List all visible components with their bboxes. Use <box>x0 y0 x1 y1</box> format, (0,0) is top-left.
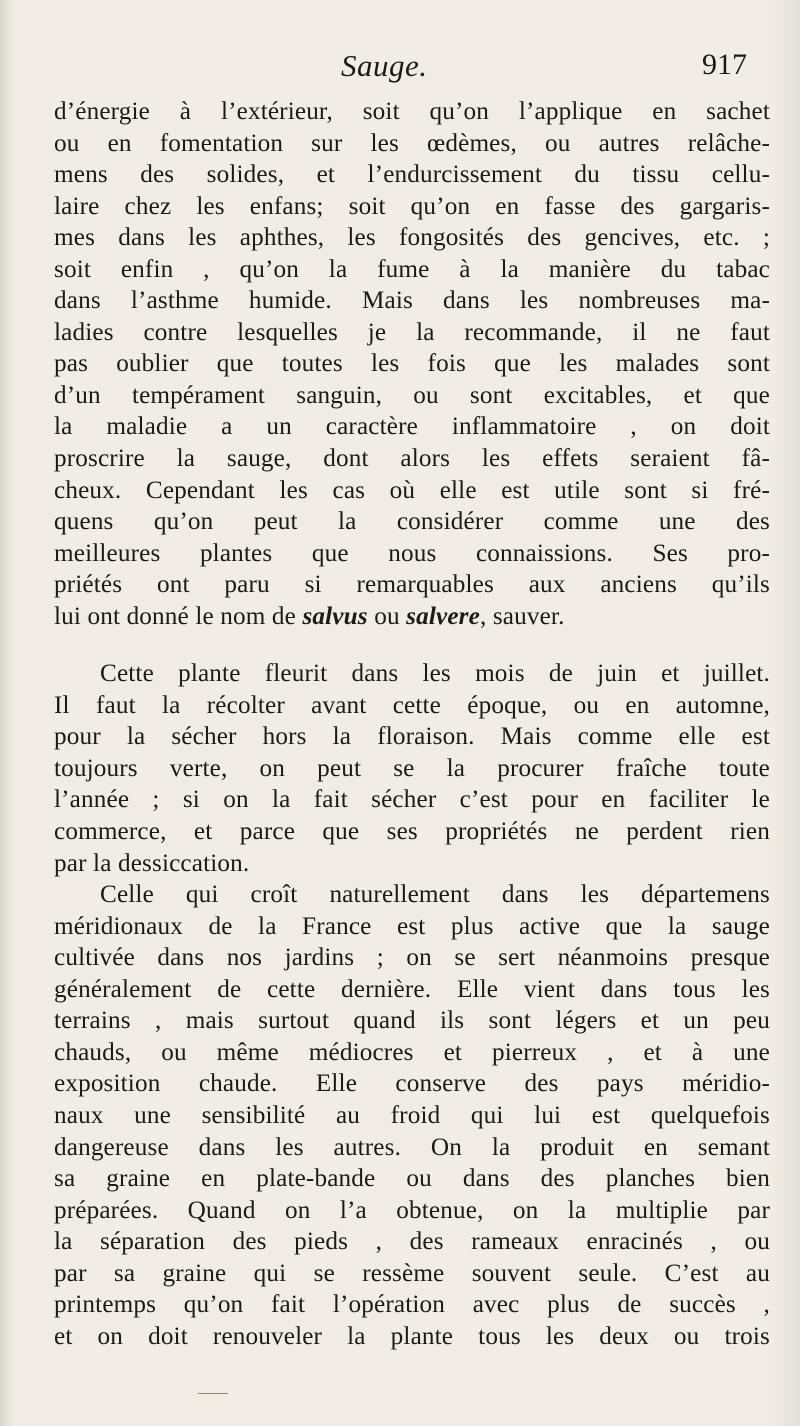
text-line: priétés ont paru si remarquables aux anciens qu’ils <box>54 571 770 599</box>
text-line: généralement de cette dernière. Elle vient dans tous les <box>54 975 770 1003</box>
text-line: dans l’asthme humide. Mais dans les nombreuses ma- <box>54 287 770 315</box>
page-header <box>0 48 800 88</box>
text-line: d’un tempérament sanguin, ou sont excitables, et que <box>54 381 770 409</box>
text-line: commerce, et parce que ses propriétés ne perdent rien <box>54 818 770 846</box>
latin-term: salvere <box>406 602 480 630</box>
text-line: cheux. Cependant les cas où elle est utile sont si fré- <box>54 476 770 504</box>
text-span: lui ont donné le nom de <box>54 602 303 630</box>
body-text <box>54 96 770 1352</box>
text-line: terrains , mais surtout quand ils sont légers et un peu <box>54 1007 770 1035</box>
text-line: méridionaux de la France est plus active que la sauge <box>54 912 770 940</box>
text-line: naux une sensibilité au froid qui lui est quelquefois <box>54 1101 770 1129</box>
text-line: la maladie a un caractère inflammatoire , on doit <box>54 413 770 441</box>
text-line: soit enfin , qu’on la fume à la manière du tabac <box>54 255 770 283</box>
text-line: la séparation des pieds , des rameaux enracinés , ou <box>54 1228 770 1256</box>
text-line: l’année ; si on la fait sécher c’est pour en faciliter le <box>54 786 770 814</box>
text-span: ou <box>367 602 407 630</box>
latin-term: salvus <box>302 602 368 630</box>
text-line: sa graine en plate-bande ou dans des planches bien <box>54 1165 770 1193</box>
text-line: printemps qu’on fait l’opération avec plus de succès , <box>54 1291 770 1319</box>
text-line: exposition chaude. Elle conserve des pays méridio- <box>54 1070 770 1098</box>
paragraph-2 <box>54 658 770 879</box>
text-line: proscrire la sauge, dont alors les effets seraient fâ- <box>54 445 770 473</box>
text-line: cultivée dans nos jardins ; on se sert néanmoins presque <box>54 944 770 972</box>
text-line: mes dans les aphthes, les fongosités des gencives, etc. ; <box>54 224 770 252</box>
text-line: ladies contre lesquelles je la recommande, il ne faut <box>54 318 770 346</box>
text-line: dangereuse dans les autres. On la produit en semant <box>54 1133 770 1161</box>
text-line: par sa graine qui se ressème souvent seule. C’est au <box>54 1259 770 1287</box>
paragraph-1 <box>54 96 770 632</box>
text-line: Il faut la récolter avant cette époque, ou en automne, <box>54 691 770 719</box>
text-line: toujours verte, on peut se la procurer fraîche toute <box>54 754 770 782</box>
paragraph-3 <box>54 879 770 1352</box>
text-line: d’énergie à l’extérieur, soit qu’on l’applique en sachet <box>54 98 770 125</box>
text-span: , sauver. <box>479 602 565 630</box>
footer-rule <box>198 1393 228 1394</box>
text-line: pour la sécher hors la floraison. Mais comme elle est <box>54 723 770 751</box>
text-line: Cette plante fleurit dans les mois de juin et juillet. <box>100 660 770 688</box>
text-line: par la dessiccation. <box>54 849 250 877</box>
text-line: laire chez les enfans; soit qu’on en fasse des gargaris- <box>54 192 770 220</box>
page-number: 917 <box>702 48 747 81</box>
running-title: Sauge. <box>341 48 428 83</box>
text-line: mens des solides, et l’endurcissement du tissu cellu- <box>54 161 770 189</box>
text-line: préparées. Quand on l’a obtenue, on la multiplie par <box>54 1196 770 1224</box>
text-line <box>54 601 770 633</box>
text-line: quens qu’on peut la considérer comme une des <box>54 508 770 536</box>
text-line: ou en fomentation sur les œdèmes, ou autres relâche- <box>54 129 770 157</box>
text-line: chauds, ou même médiocres et pierreux , et à une <box>54 1038 770 1066</box>
text-line: meilleures plantes que nous connaissions. Ses pro- <box>54 539 770 567</box>
text-line: Celle qui croît naturellement dans les départemens <box>100 881 770 909</box>
text-line: et on doit renouveler la plante tous les deux ou trois <box>54 1322 770 1350</box>
text-line: pas oublier que toutes les fois que les malades sont <box>54 350 770 378</box>
